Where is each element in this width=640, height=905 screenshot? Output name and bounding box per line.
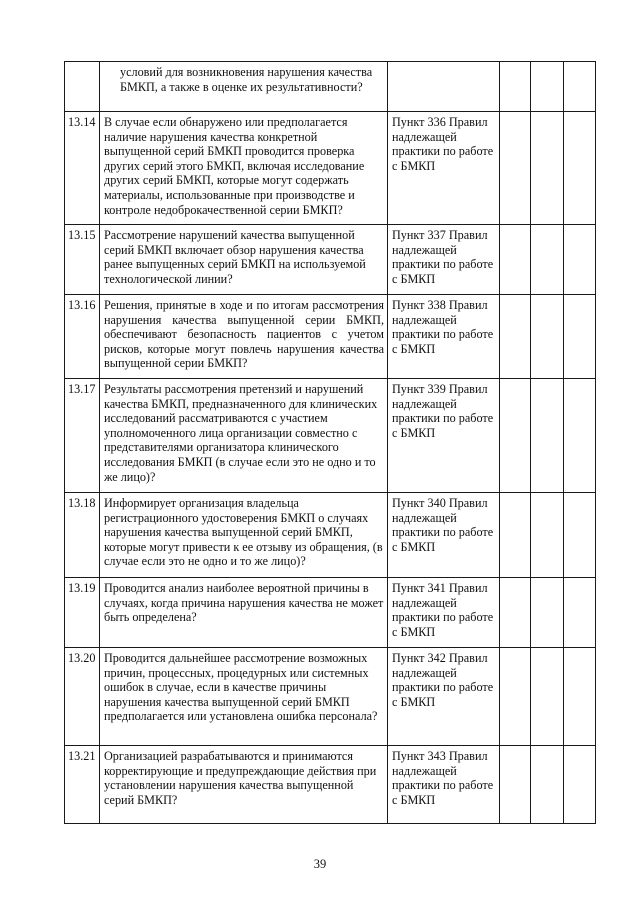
answer-note-cell[interactable]	[564, 379, 596, 493]
item-reference: Пункт 343 Правил надлежащей практики по работе с БМКП	[388, 746, 500, 824]
table-row	[65, 295, 596, 379]
item-reference: Пункт 342 Правил надлежащей практики по работе с БМКП	[388, 648, 500, 746]
answer-yes-cell[interactable]	[500, 62, 531, 112]
answer-yes-cell[interactable]	[500, 493, 531, 578]
item-requirement: Информирует организация владельца регистрационного удостоверения БМКП о случаях нарушения качества выпущенной серий БМКП, которые могут привести к ее отзыву из обращения, (в случае если это не одно и то же лицо)?	[100, 493, 388, 578]
item-number: 13.18	[65, 493, 100, 578]
item-reference: Пункт 340 Правил надлежащей практики по работе с БМКП	[388, 493, 500, 578]
item-number: 13.21	[65, 746, 100, 824]
answer-no-cell[interactable]	[531, 746, 564, 824]
answer-no-cell[interactable]	[531, 225, 564, 295]
table-row	[65, 112, 596, 225]
answer-yes-cell[interactable]	[500, 225, 531, 295]
table-row	[65, 578, 596, 648]
item-reference: Пункт 337 Правил надлежащей практики по работе с БМКП	[388, 225, 500, 295]
answer-note-cell[interactable]	[564, 62, 596, 112]
item-number: 13.17	[65, 379, 100, 493]
answer-note-cell[interactable]	[564, 493, 596, 578]
table-row	[65, 493, 596, 578]
item-requirement: Рассмотрение нарушений качества выпущенной серий БМКП включает обзор нарушения качества ранее выпущенных серий БМКП на используемой технологической линии?	[100, 225, 388, 295]
answer-note-cell[interactable]	[564, 746, 596, 824]
item-requirement: Результаты рассмотрения претензий и нарушений качества БМКП, предназначенного для клинических исследований рассматриваются с участием уполномоченного лица организации совместно с представителями организатора клинического исследования БМКП (в случае если это не одно и то же лицо)?	[100, 379, 388, 493]
table-row	[65, 746, 596, 824]
item-reference	[388, 62, 500, 112]
answer-yes-cell[interactable]	[500, 295, 531, 379]
item-number: 13.14	[65, 112, 100, 225]
answer-note-cell[interactable]	[564, 648, 596, 746]
item-number: 13.15	[65, 225, 100, 295]
item-requirement: условий для возникновения нарушения качества БМКП, а также в оценке их результативности?	[100, 62, 388, 112]
answer-yes-cell[interactable]	[500, 746, 531, 824]
answer-no-cell[interactable]	[531, 648, 564, 746]
answer-no-cell[interactable]	[531, 379, 564, 493]
item-requirement: В случае если обнаружено или предполагается наличие нарушения качества конкретной выпущенной серий БМКП проводится проверка других серий этого БМКП, включая исследование других серий БМКП, которые могут содержать материалы, использованные при производстве и контроле недоброкачественной серии БМКП?	[100, 112, 388, 225]
table-row	[65, 225, 596, 295]
item-number: 13.16	[65, 295, 100, 379]
item-reference: Пункт 336 Правил надлежащей практики по работе с БМКП	[388, 112, 500, 225]
item-number: 13.19	[65, 578, 100, 648]
table-row	[65, 379, 596, 493]
answer-no-cell[interactable]	[531, 112, 564, 225]
item-requirement: Проводится анализ наиболее вероятной причины в случаях, когда причина нарушения качества не может быть определена?	[100, 578, 388, 648]
item-reference: Пункт 338 Правил надлежащей практики по работе с БМКП	[388, 295, 500, 379]
answer-no-cell[interactable]	[531, 578, 564, 648]
answer-no-cell[interactable]	[531, 493, 564, 578]
item-reference: Пункт 339 Правил надлежащей практики по работе с БМКП	[388, 379, 500, 493]
item-requirement: Решения, принятые в ходе и по итогам рассмотрения нарушения качества выпущенной серии БМКП, обеспечивают безопасность пациентов с учетом рисков, которые могут повлечь нарушения качества выпущенной серии БМКП?	[100, 295, 388, 379]
table-row	[65, 62, 596, 112]
answer-note-cell[interactable]	[564, 112, 596, 225]
answer-note-cell[interactable]	[564, 578, 596, 648]
item-number	[65, 62, 100, 112]
checklist-table	[64, 61, 596, 824]
item-reference: Пункт 341 Правил надлежащей практики по работе с БМКП	[388, 578, 500, 648]
answer-note-cell[interactable]	[564, 295, 596, 379]
answer-yes-cell[interactable]	[500, 112, 531, 225]
answer-yes-cell[interactable]	[500, 578, 531, 648]
answer-yes-cell[interactable]	[500, 379, 531, 493]
page-number: 39	[313, 857, 327, 871]
item-requirement: Проводится дальнейшее рассмотрение возможных причин, процессных, процедурных или системных ошибок в случае, если в качестве причины нарушения качества выпущенной серий БМКП предполагается или установлена ошибка персонала?	[100, 648, 388, 746]
table-row	[65, 648, 596, 746]
item-requirement: Организацией разрабатываются и принимаются корректирующие и предупреждающие действия при установлении нарушения качества выпущенной серий БМКП?	[100, 746, 388, 824]
item-number: 13.20	[65, 648, 100, 746]
answer-no-cell[interactable]	[531, 295, 564, 379]
answer-yes-cell[interactable]	[500, 648, 531, 746]
answer-no-cell[interactable]	[531, 62, 564, 112]
answer-note-cell[interactable]	[564, 225, 596, 295]
